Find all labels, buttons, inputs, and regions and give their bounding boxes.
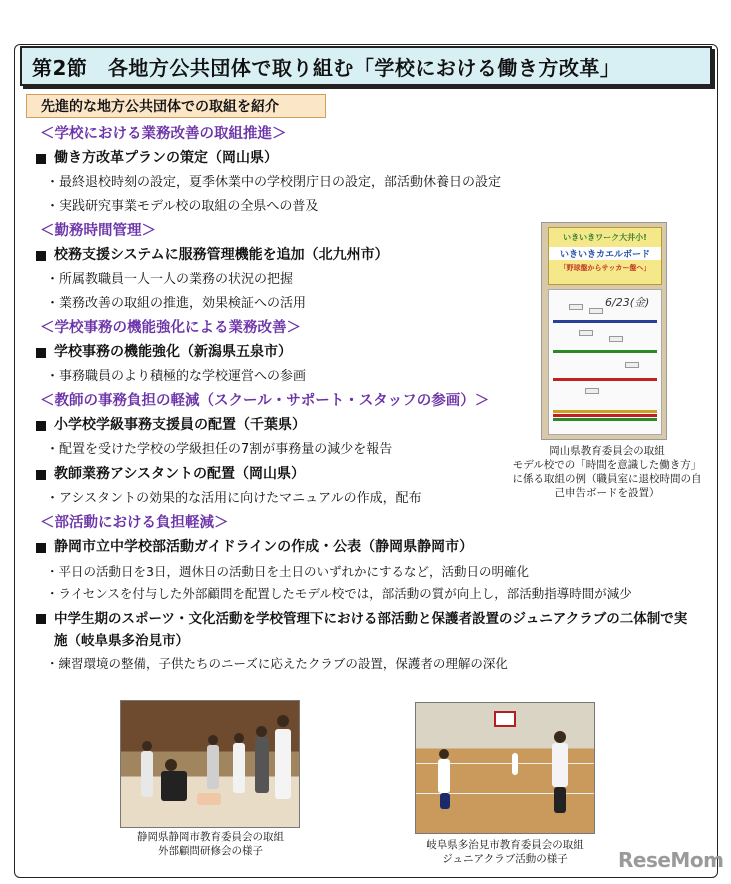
square-bullet-icon — [36, 348, 46, 358]
photo-figure-legs — [554, 787, 566, 813]
board-photo — [541, 222, 667, 440]
item-label: 小学校学級事務支援員の配置（千葉県） — [54, 417, 306, 433]
sub-item: ・配置を受けた学校の学級担任の7割が事務量の減少を報告 — [46, 442, 393, 457]
basketball-hoop-icon — [494, 711, 516, 727]
board-caption: 岡山県教育委員会の取組 モデル校での「時間を意識した働き方」に係る取組の例（職員室に退校時間の自己申告ボードを設置） — [512, 445, 702, 499]
photo-figure-head — [142, 741, 152, 751]
board-magnet — [585, 388, 599, 394]
section-heading: ＜学校事務の機能強化による業務改善＞ — [40, 320, 301, 336]
board-line-yellow — [553, 410, 657, 413]
photo-figure — [255, 737, 269, 793]
square-bullet-icon — [36, 543, 46, 553]
section-heading: ＜学校における業務改善の取組推進＞ — [40, 126, 287, 142]
photo-figure — [438, 759, 450, 793]
board-line-blue — [553, 320, 657, 323]
board-date: 6/23(金) — [605, 296, 650, 309]
section-heading: ＜教師の事務負担の軽減（スクール・サポート・スタッフの参画）＞ — [40, 393, 490, 409]
board-line-green-2 — [553, 418, 657, 421]
item-label: 働き方改革プランの策定（岡山県） — [54, 150, 278, 166]
sub-item: ・練習環境の整備，子供たちのニーズに応えたクラブの設置，保護者の理解の深化 — [46, 656, 508, 671]
list-item — [34, 608, 694, 652]
photo-figure-head — [256, 726, 267, 737]
photo-figure — [233, 743, 245, 793]
sub-item: ・業務改善の取組の推進，効果検証への活用 — [46, 296, 307, 311]
page-title: 第2節 各地方公共団体で取り組む「学校における働き方改革」 — [20, 46, 712, 86]
section-heading: ＜勤務時間管理＞ — [40, 223, 156, 239]
board-magnet — [569, 304, 583, 310]
sub-item: ・ライセンスを付与した外部顧問を配置したモデル校では，部活動の質が向上し，部活動指導時間が減少 — [46, 586, 632, 601]
sub-item: ・アシスタントの効果的な活用に向けたマニュアルの作成，配布 — [46, 491, 422, 506]
photo-figure-head — [439, 749, 449, 759]
square-bullet-icon — [36, 614, 46, 624]
photo-figure-head — [277, 715, 289, 727]
photo-figure — [275, 729, 291, 799]
photo-figure-head — [165, 759, 177, 771]
workshop-photo — [120, 700, 300, 828]
photo2-caption: 岐阜県多治見市教育委員会の取組 ジュニアクラブ活動の様子 — [426, 839, 584, 865]
sub-item: ・事務職員のより積極的な学校運営への参画 — [46, 369, 307, 384]
photo-mannequin — [197, 793, 221, 805]
board-header-sign — [548, 227, 662, 285]
photo-figure — [512, 753, 518, 775]
sub-item: ・実践研究事業モデル校の取組の全県への普及 — [46, 199, 319, 214]
square-bullet-icon — [36, 470, 46, 480]
square-bullet-icon — [36, 154, 46, 164]
whiteboard — [548, 289, 662, 435]
club-activity-photo — [415, 702, 595, 834]
square-bullet-icon — [36, 421, 46, 431]
photo-figure-head — [234, 733, 244, 743]
item-label: 中学生期のスポーツ・文化活動を学校管理下における部活動と保護者設置のジュニアクラブの二体制で実施（岐阜県多治見市） — [54, 611, 688, 649]
photo-figure — [552, 743, 568, 787]
board-line-red — [553, 378, 657, 381]
board-magnet — [609, 336, 623, 342]
board-sign-line1: いきいきワーク大井小! — [563, 233, 647, 242]
item-label: 学校事務の機能強化（新潟県五泉市） — [54, 344, 292, 360]
square-bullet-icon — [36, 251, 46, 261]
photo-figure — [141, 751, 153, 797]
board-line-green — [553, 350, 657, 353]
subtitle-banner: 先進的な地方公共団体での取組を紹介 — [26, 94, 326, 118]
photo-figure-head — [208, 735, 218, 745]
board-line-red-2 — [553, 414, 657, 417]
photo-figure — [161, 771, 187, 801]
sub-item: ・最終退校時刻の設定，夏季休業中の学校閉庁日の設定，部活動休養日の設定 — [46, 175, 502, 190]
photo-figure-head — [554, 731, 566, 743]
sub-item: ・平日の活動日を3日，週休日の活動日を土日のいずれかにするなど，活動日の明確化 — [46, 564, 529, 579]
photo-figure — [207, 745, 219, 789]
section-heading: ＜部活動における負担軽減＞ — [40, 515, 229, 531]
board-sign-line3: 「野球盤からサッカー盤へ」 — [559, 264, 651, 272]
list-item — [34, 535, 694, 560]
item-label: 校務支援システムに服務管理機能を追加（北九州市） — [54, 247, 389, 263]
board-magnet — [625, 362, 639, 368]
photo-figure-legs — [440, 793, 450, 809]
item-label: 教師業務アシスタントの配置（岡山県） — [54, 466, 306, 482]
resemom-logo: ReseMom — [618, 848, 724, 872]
photo1-caption: 静岡県静岡市教育委員会の取組 外部顧問研修会の様子 — [137, 831, 284, 857]
board-magnet — [579, 330, 593, 336]
board-magnet — [589, 308, 603, 314]
list-item — [34, 146, 694, 171]
sub-item: ・所属教職員一人一人の業務の状況の把握 — [46, 272, 294, 287]
board-sign-line2: いきいきカエルボード — [549, 247, 661, 260]
item-label: 静岡市立中学校部活動ガイドラインの作成・公表（静岡県静岡市） — [54, 539, 474, 555]
